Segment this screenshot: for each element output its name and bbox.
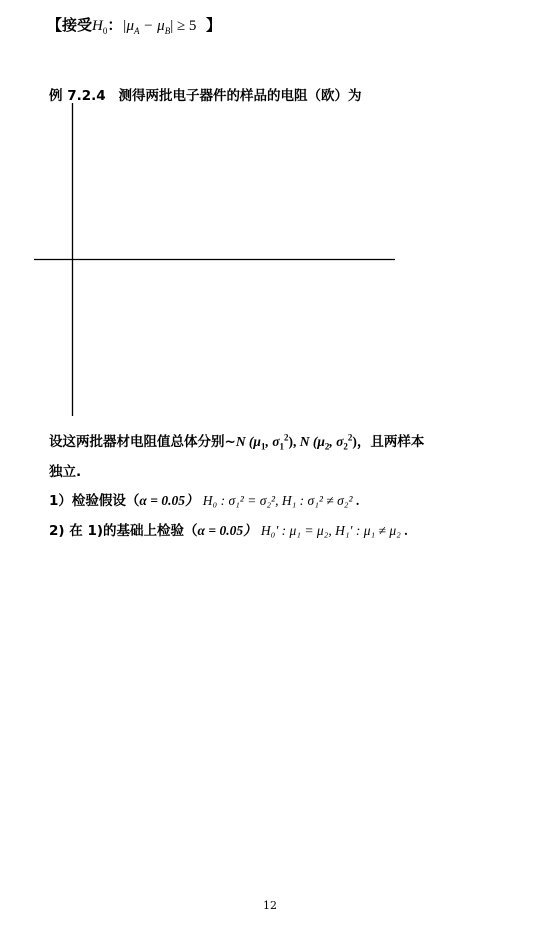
assumption-tail: ，且两样本 [356, 434, 425, 450]
task-2-label: 2) 在 1)的基础上检验（ [49, 523, 198, 539]
accept-expr-mu-a: |μ [122, 18, 135, 34]
distribution-1-sigma: , σ [265, 434, 280, 449]
distribution-1-sigma-sub: 1 [279, 441, 284, 452]
accept-open-label: 【接受 [47, 16, 93, 34]
distribution-1-mu-sub: 1 [260, 441, 266, 452]
example-text: 测得两批电子器件的样品的电阻（欧）为 [118, 88, 362, 104]
page-number: 12 [263, 899, 277, 912]
task-2-hypotheses: H₀′ : μ₁ = μ₂, H₁′ : μ₁ ≠ μ₂ [260, 523, 401, 538]
distribution-2-sigma-sub: 2 [343, 441, 348, 452]
task-1-hypotheses: H₀ : σ₁² = σ₂², H₁ : σ₁² ≠ σ₂² [202, 493, 353, 508]
distribution-2-mu-sub: 2 [324, 441, 330, 452]
accept-close-label: 】 [205, 16, 221, 34]
task-2 [49, 519, 408, 539]
accept-mu-b-subscript: B [164, 26, 171, 36]
accept-expr-mu-b: − μ [139, 18, 165, 34]
task-1 [49, 489, 359, 509]
distribution-2-sup: 2 [347, 432, 353, 443]
task-1-alpha: α = 0.05） [139, 493, 199, 508]
accept-h0-subscript: 0 [102, 26, 108, 36]
task-2-alpha: α = 0.05） [197, 523, 257, 538]
distribution-2-sigma: , σ [329, 434, 344, 449]
task-1-label: 1）检验假设（ [49, 493, 140, 509]
distribution-2-end: ) [352, 434, 357, 449]
independence-text: 独立. [49, 464, 82, 480]
accept-mu-a-subscript: A [134, 26, 140, 36]
example-label: 例 7.2.4 [49, 88, 106, 104]
accept-h0-symbol: H [92, 18, 103, 34]
assumption-text: 设这两批器材电阻值总体分别~ [49, 434, 236, 450]
accept-expr-tail: | ≥ 5 [170, 18, 197, 34]
task-2-end: . [400, 523, 408, 538]
distribution-1-sup: 2 [283, 432, 289, 443]
distribution-2: N (μ [299, 434, 325, 449]
assumption-line-1 [49, 430, 424, 450]
task-1-end: . [352, 493, 360, 508]
assumption-line-2 [49, 460, 81, 480]
accept-colon: ： [107, 16, 123, 34]
distribution-1-end: ), [288, 434, 300, 449]
distribution-1: N (μ [235, 434, 261, 449]
